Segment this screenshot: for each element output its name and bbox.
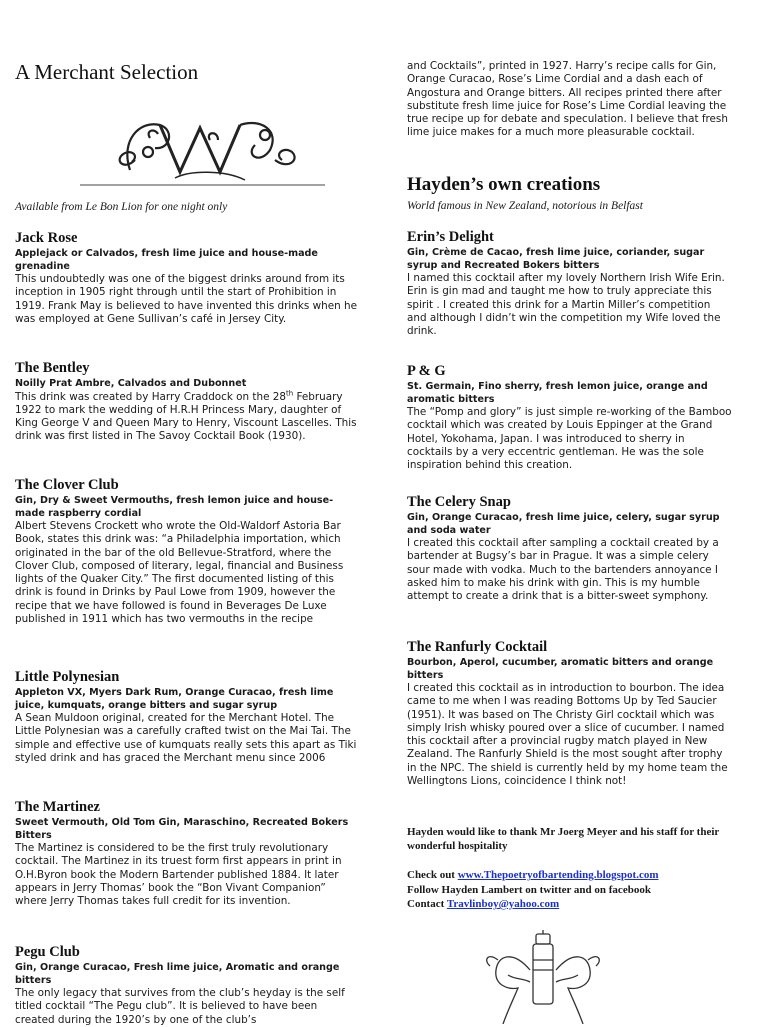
cocktail-name: Erin’s Delight xyxy=(407,229,494,245)
cocktail-ingredients: St. Germain, Fino sherry, fresh lemon juice, orange and aromatic bitters xyxy=(407,381,708,405)
cocktail-name: The Martinez xyxy=(15,799,100,815)
contact-block xyxy=(407,868,737,912)
follow-line: Follow Hayden Lambert on twitter and on facebook xyxy=(407,883,651,896)
cocktail-name: The Bentley xyxy=(15,360,90,376)
cocktail-ingredients: Applejack or Calvados, fresh lime juice and house-made grenadine xyxy=(15,248,318,272)
cocktail-ingredients: Gin, Orange Curacao, Fresh lime juice, Aromatic and orange bitters xyxy=(15,962,340,986)
cocktail-name: Pegu Club xyxy=(15,944,80,960)
cocktail-description: A Sean Muldoon original, created for the Merchant Hotel. The Little Polynesian was a carefully crafted twist on the Mai Tai. The simple and effective use of kumquats really sets this apart as Tiki styled drink and has graced the Merchant menu since 2006 xyxy=(15,712,357,764)
cocktail-description: The Martinez is considered to be the first truly revolutionary cocktail. The Martinez in its truest form first appears in print in O.H.Byron book the Modern Bartender published 1884. It later appears in Jerry Thomas’ book the “Bon Vivant Companion” where Jerry Thomas takes full credit for its invention. xyxy=(15,842,342,908)
contact-line: Contact Travlinboy@yahoo.com xyxy=(407,898,560,910)
cocktail-the-bentley xyxy=(15,360,360,444)
cocktail-ingredients: Gin, Orange Curacao, fresh lime juice, celery, sugar syrup and soda water xyxy=(407,512,720,536)
cocktail-the-celery-snap xyxy=(407,494,733,603)
cocktail-ingredients: Gin, Dry & Sweet Vermouths, fresh lemon juice and house-made raspberry cordial xyxy=(15,495,334,519)
cocktail-name: The Celery Snap xyxy=(407,494,511,510)
blog-link[interactable]: www.Thepoetryofbartending.blogspot.com xyxy=(457,869,659,881)
cocktail-description: Albert Stevens Crockett who wrote the Old-Waldorf Astoria Bar Book, states this drink was: “a Philadelphia importation, which originated in the bar of the old Bellevue-Stratford, where the Clover Club, composed of literary, legal, financial and Business lights of the Quaker City.” The first documented listing of this drink is found in Drinks by Paul Lowe from 1909, however the recipe that we have followed is found in Beverages De Luxe published in 1911 which has two vermouths in the recipe xyxy=(15,520,344,626)
cocktail-name: Little Polynesian xyxy=(15,669,120,685)
cocktail-ingredients: Gin, Crème de Cacao, fresh lime juice, coriander, sugar syrup and Recreated Bokers bitters xyxy=(407,247,705,271)
section-heading: Hayden’s own creations xyxy=(407,174,601,195)
griffin-crest-logo xyxy=(468,930,618,1024)
cocktail-jack-rose xyxy=(15,230,360,326)
merchant-monogram-logo xyxy=(60,100,360,195)
cocktail-ingredients: Noilly Prat Ambre, Calvados and Dubonnet xyxy=(15,378,247,389)
cocktail-ingredients: Appleton VX, Myers Dark Rum, Orange Curacao, fresh lime juice, kumquats, orange bitters and sugar syrup xyxy=(15,687,334,711)
page-title: A Merchant Selection xyxy=(15,60,199,84)
cocktail-description: I created this cocktail after sampling a cocktail created by a bartender at Bugsy’s bar in Prague. It was a simple celery sour made with vodka. Much to the bartenders annoyance I asked him to make his drink with gin. This is my humble attempt to create a drink that is a bitter-sweet symphony. xyxy=(407,537,719,603)
blog-line: Check out www.Thepoetryofbartending.blogspot.com xyxy=(407,869,659,881)
thanks-note: Hayden would like to thank Mr Joerg Meyer and his staff for their wonderful hospitality xyxy=(407,826,720,852)
right-tagline: World famous in New Zealand, notorious in Belfast xyxy=(407,200,643,212)
cocktail-description: I named this cocktail after my lovely Northern Irish Wife Erin. Erin is gin mad and taught me how to truly appreciate this spirit . I created this drink for a Martin Miller’s competition and although I didn’t win the competition my Wife loved the drink. xyxy=(407,272,725,338)
cocktail-description: This undoubtedly was one of the biggest drinks around from its inception in 1905 right through until the start of Prohibition in 1919. Frank May is believed to have invented this drinks when he was employed at Gene Sullivan’s café in Jersey City. xyxy=(15,273,357,325)
cocktail-ingredients: Bourbon, Aperol, cucumber, aromatic bitters and orange bitters xyxy=(407,657,714,681)
email-link[interactable]: Travlinboy@yahoo.com xyxy=(446,898,560,910)
cocktail-erins-delight xyxy=(407,229,733,338)
cocktail-p-and-g xyxy=(407,363,733,472)
cocktail-ingredients: Sweet Vermouth, Old Tom Gin, Maraschino, Recreated Bokers Bitters xyxy=(15,817,349,841)
pegu-club-continuation: and Cocktails”, printed in 1927. Harry’s recipe calls for Gin, Orange Curacao, Rose’s Lime Cordial and a dash each of Angostura and Orange bitters. All recipes printed there after substitute fresh lime juice for Rose’s Lime Cordial leaving the true recipe up for debate and speculation. I believe that fresh lime juice makes for a much more pleasurable cocktail. xyxy=(407,60,728,139)
cocktail-description: This drink was created by Harry Craddock on the 28th February 1922 to mark the wedding of H.R.H Princess Mary, daughter of King George V and Queen Mary to Henry, Viscount Lascelles. This drink was first listed in The Savoy Cocktail Book (1930). xyxy=(15,389,357,443)
cocktail-little-polynesian xyxy=(15,669,360,765)
cocktail-name: P & G xyxy=(407,363,446,379)
cocktail-the-martinez xyxy=(15,799,360,908)
cocktail-description: I created this cocktail as in introduction to bourbon. The idea came to me when I was reading Bottoms Up by Ted Saucier (1951). It was based on The Christy Girl cocktail which was simply Irish whisky poured over a slice of cucumber. I named this cocktail after a provincial rugby match played in New Zealand. The Ranfurly Shield is the most sought after trophy in the NPC. The shield is currently held by my home team the Wellingtons Lions, coincidence I think not! xyxy=(407,682,728,788)
cocktail-pegu-club xyxy=(15,944,360,1027)
cocktail-description: The “Pomp and glory” is just simple re-working of the Bamboo cocktail which was created by Louis Eppinger at the Grand Hotel, Yokohama, Japan. I was introduced to sherry in cocktails by a very eccentric gentleman. He was the sole inspiration behind this creation. xyxy=(407,406,732,472)
cocktail-the-ranfurly xyxy=(407,639,733,788)
cocktail-name: The Ranfurly Cocktail xyxy=(407,639,548,655)
cocktail-the-clover-club xyxy=(15,477,360,626)
left-tagline: Available from Le Bon Lion for one night only xyxy=(15,201,228,213)
cocktail-name: The Clover Club xyxy=(15,477,119,493)
cocktail-name: Jack Rose xyxy=(15,230,78,246)
cocktail-description: The only legacy that survives from the club’s heyday is the self titled cocktail “The Pegu club”. It is believed to have been created during the 1920’s by one of the club’s xyxy=(15,987,345,1026)
